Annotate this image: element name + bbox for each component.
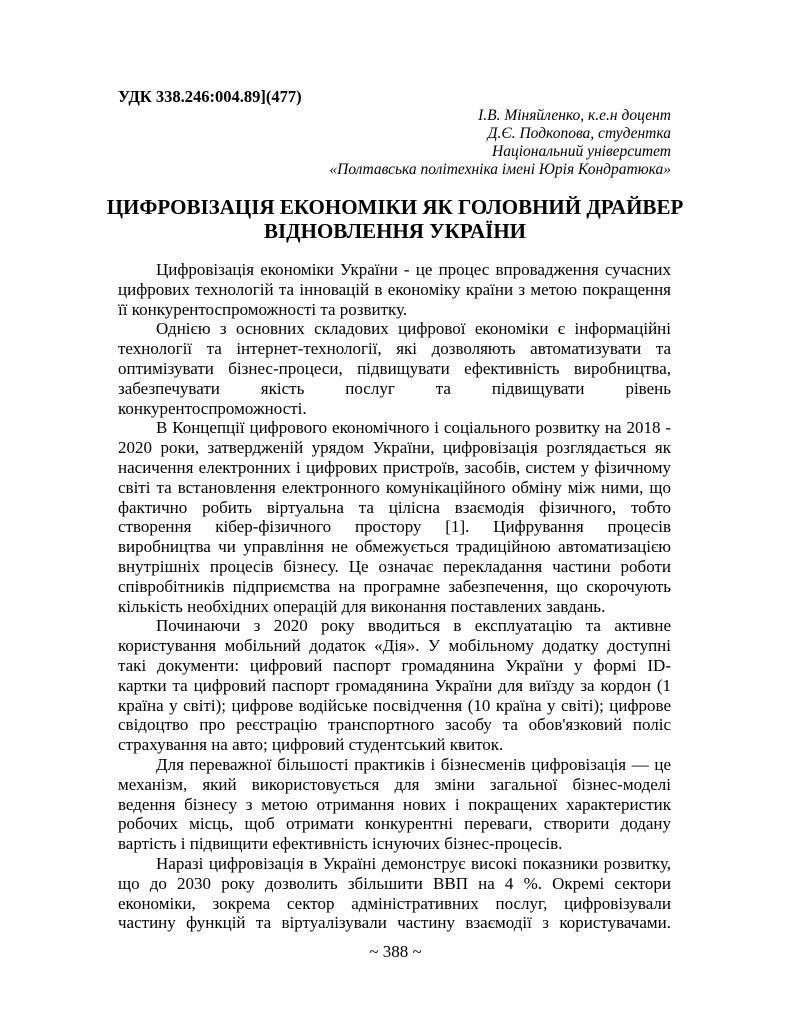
paragraph-line: Цифровізація економіки України - це процес впровадження сучасних bbox=[156, 260, 671, 279]
paragraph-line: кількість необхідних операцій для виконання поставлених завдань. bbox=[118, 596, 606, 616]
author-1: І.В. Міняйленко, к.е.н доцент bbox=[478, 107, 671, 124]
paragraph bbox=[118, 260, 671, 319]
author-block bbox=[329, 107, 671, 179]
paragraph-line: В Концепції цифрового економічного і соціального розвитку на 2018 - bbox=[156, 418, 671, 438]
paragraph bbox=[118, 616, 671, 755]
paragraph bbox=[118, 854, 671, 933]
paragraph bbox=[118, 418, 671, 616]
paragraph-line: Наразі цифровізація в Україні демонструє високі показники розвитку, bbox=[156, 853, 671, 873]
title-line: ЦИФРОВІЗАЦІЯ ЕКОНОМІКИ ЯК ГОЛОВНИЙ ДРАЙВЕР bbox=[106, 195, 684, 219]
affiliation-line-2: «Полтавська політехніка імені Юрія Кондратюка» bbox=[329, 161, 671, 178]
paragraph-line: забезпечувати якість послуг та підвищувати рівень bbox=[118, 378, 671, 398]
paragraph-line: ведення бізнесу з метою отримання нових і покращених характеристик bbox=[118, 794, 671, 814]
paragraph-line: картки та цифровий паспорт громадянина України для виїзду за кордон (1 bbox=[118, 675, 671, 695]
paragraph-line: користування мобільний додаток «Дія». У мобільному додатку доступні bbox=[118, 636, 671, 656]
paragraph-line: частину функцій та віртуалізували частину взаємодії з користувачами. bbox=[118, 913, 671, 933]
paragraph-line: економіки, зокрема сектор адміністративних послуг, цифровізували bbox=[118, 893, 671, 913]
affiliation-line-1: Національний університет bbox=[492, 143, 671, 160]
title-line: ВІДНОВЛЕННЯ УКРАЇНИ bbox=[263, 219, 527, 243]
paragraph-line: технології та інтернет-технології, які дозволяють автоматизувати та bbox=[118, 339, 671, 359]
paragraph-line: механізм, який використовується для зміни загальної бізнес-моделі bbox=[118, 774, 671, 794]
paragraph-line: створення кібер-фізичного простору [1]. Цифрування процесів bbox=[118, 517, 671, 537]
paragraph-line: її конкурентоспроможності та розвитку. bbox=[118, 299, 408, 319]
paragraph-line: співробітників підприємства на програмне забезпечення, що скорочують bbox=[118, 576, 671, 596]
paragraph-line: Починаючи з 2020 року вводиться в експлуатацію та активне bbox=[156, 616, 671, 636]
paragraph-line: Однією з основних складових цифрової економіки є інформаційні bbox=[156, 319, 671, 339]
paragraph-line: вартість і підвищити ефективність існуючих бізнес-процесів. bbox=[118, 834, 563, 854]
paragraph-line: що до 2030 року дозволить збільшити ВВП на 4 %. Окремі сектори bbox=[118, 873, 671, 893]
paragraph-line: конкурентоспроможності. bbox=[118, 398, 307, 418]
author-2: Д.Є. Подкопова, студентка bbox=[487, 125, 671, 142]
paragraph-line: цифрових технологій та інновацій в економіку країни з метою покращення bbox=[118, 279, 671, 299]
paragraph-line: робочих місць, щоб отримати конкурентні переваги, створити додану bbox=[118, 814, 671, 834]
paragraph-line: внутрішніх процесів бізнесу. Це означає перекладання частини роботи bbox=[118, 556, 671, 576]
paragraph-line: фактично робить віртуальна та цілісна взаємодія фізичного, тобто bbox=[118, 497, 671, 517]
paragraph bbox=[118, 755, 671, 854]
page-number: ~ 388 ~ bbox=[369, 942, 422, 961]
paragraph-line: країна у світі); цифрове водійське посвідчення (10 країна у світі); цифрове bbox=[118, 695, 671, 715]
article-body bbox=[118, 260, 671, 933]
paragraph-line: страхування на авто; цифровий студентський квиток. bbox=[118, 735, 504, 755]
udc-code: УДК 338.246:004.89](477) bbox=[118, 87, 302, 106]
paragraph-line: виробництва чи управління не обмежується традиційною автоматизацією bbox=[118, 537, 671, 557]
paragraph-line: такі документи: цифровий паспорт громадянина України у формі ID- bbox=[118, 655, 671, 675]
paragraph-line: Для переважної більшості практиків і бізнесменів цифровізація — це bbox=[156, 754, 671, 774]
paragraph-line: 2020 роки, затвердженій урядом України, цифровізація розглядається як bbox=[118, 438, 671, 458]
article-title bbox=[100, 195, 690, 243]
paragraph-line: свідоцтво про реєстрацію транспортного засобу та обов'язковий поліс bbox=[118, 715, 671, 735]
paragraph bbox=[118, 319, 671, 418]
paragraph-line: оптимізувати бізнес-процеси, підвищувати ефективність виробництва, bbox=[118, 358, 671, 378]
paragraph-line: світі та встановлення електронного комунікаційного обміну між ними, що bbox=[118, 477, 671, 497]
paragraph-line: насичення електронних і цифрових пристроїв, засобів, систем у фізичному bbox=[118, 457, 671, 477]
